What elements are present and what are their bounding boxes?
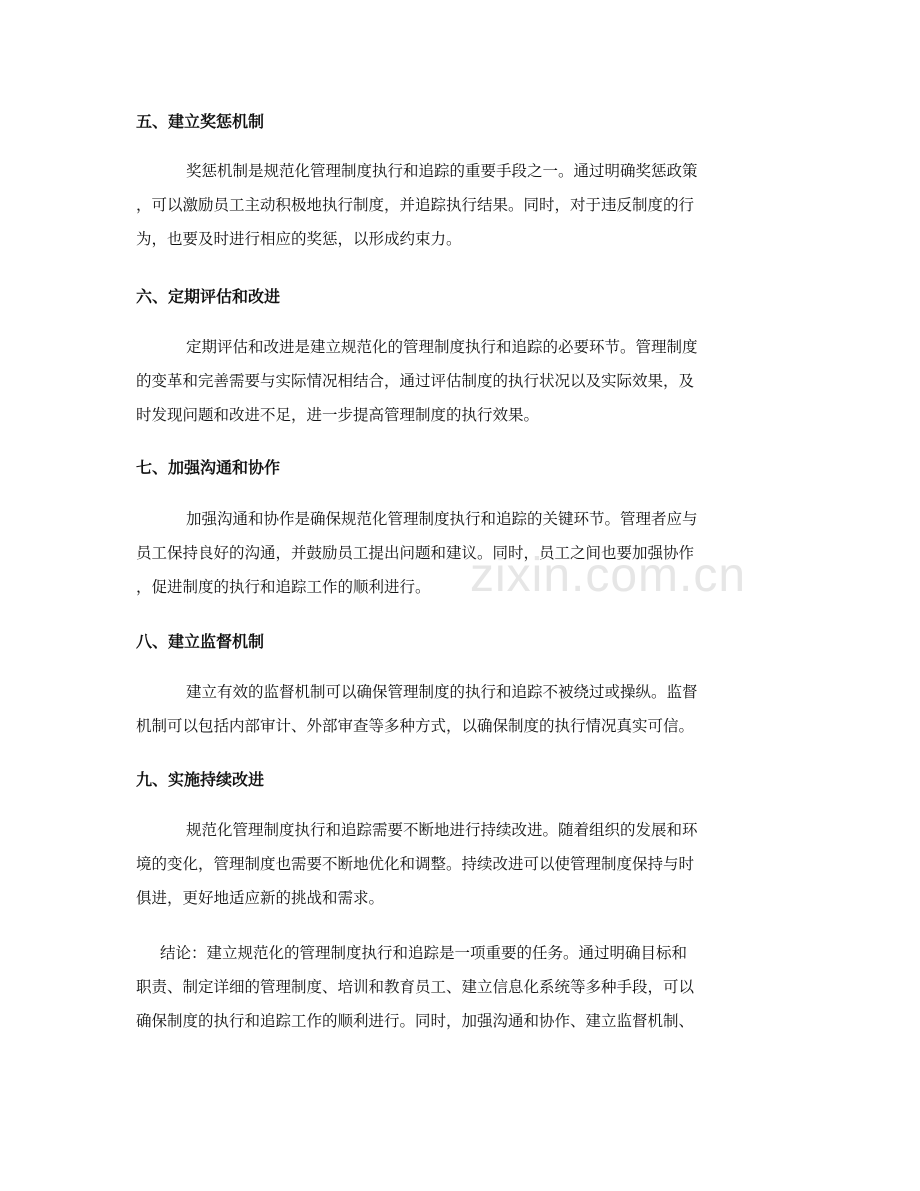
paragraph-line: 员工保持良好的沟通，并鼓励员工提出问题和建议。同时，员工之间也要加强协作 [136, 544, 695, 562]
section-heading: 九、实施持续改进 [136, 770, 265, 789]
paragraph-line: 定期评估和改进是建立规范化的管理制度执行和追踪的必要环节。管理制度 [186, 338, 698, 356]
section-heading: 七、加强沟通和协作 [136, 458, 281, 477]
paragraph-line: ，促进制度的执行和追踪工作的顺利进行。 [136, 578, 431, 596]
section-evaluation-improvement [136, 286, 788, 308]
paragraph-line: 时发现问题和改进不足，进一步提高管理制度的执行效果。 [136, 406, 540, 424]
section-communication-collaboration [136, 457, 788, 479]
section-heading: 五、建立奖惩机制 [136, 112, 265, 131]
paragraph-line: 确保制度的执行和追踪工作的顺利进行。同时，加强沟通和协作、建立监督机制、 [136, 1012, 695, 1030]
section-paragraph [136, 813, 788, 915]
paragraph-line: 职责、制定详细的管理制度、培训和教育员工、建立信息化系统等多种手段，可以 [136, 978, 695, 996]
section-heading: 六、定期评估和改进 [136, 287, 281, 306]
paragraph-line: 加强沟通和协作是确保规范化管理制度执行和追踪的关键环节。管理者应与 [186, 510, 698, 528]
paragraph-line: 建立有效的监督机制可以确保管理制度的执行和追踪不被绕过或操纵。监督 [186, 683, 698, 701]
section-heading: 八、建立监督机制 [136, 632, 265, 651]
section-reward-punishment [136, 111, 788, 133]
paragraph-line: 境的变化，管理制度也需要不断地优化和调整。持续改进可以使管理制度保持与时 [136, 855, 695, 873]
section-paragraph [136, 154, 788, 256]
section-supervision [136, 631, 788, 653]
paragraph-line: 机制可以包括内部审计、外部审查等多种方式，以确保制度的执行情况真实可信。 [136, 717, 695, 735]
paragraph-line: 的变革和完善需要与实际情况相结合，通过评估制度的执行状况以及实际效果，及 [136, 372, 695, 390]
section-paragraph [136, 675, 788, 743]
paragraph-line: 奖惩机制是规范化管理制度执行和追踪的重要手段之一。通过明确奖惩政策 [186, 162, 698, 180]
section-paragraph [136, 330, 788, 432]
section-continuous-improvement [136, 769, 788, 791]
paragraph-line: ，可以激励员工主动积极地执行制度，并追踪执行结果。同时，对于违反制度的行 [136, 196, 695, 214]
section-paragraph [136, 502, 788, 604]
conclusion-paragraph [136, 936, 788, 1038]
watermark: zixin.com.cn [470, 549, 747, 602]
paragraph-line: 俱进，更好地适应新的挑战和需求。 [136, 889, 385, 907]
paragraph-line: 为，也要及时进行相应的奖惩，以形成约束力。 [136, 230, 462, 248]
paragraph-line: 规范化管理制度执行和追踪需要不断地进行持续改进。随着组织的发展和环 [186, 821, 698, 839]
paragraph-line: 结论：建立规范化的管理制度执行和追踪是一项重要的任务。通过明确目标和 [160, 944, 688, 962]
